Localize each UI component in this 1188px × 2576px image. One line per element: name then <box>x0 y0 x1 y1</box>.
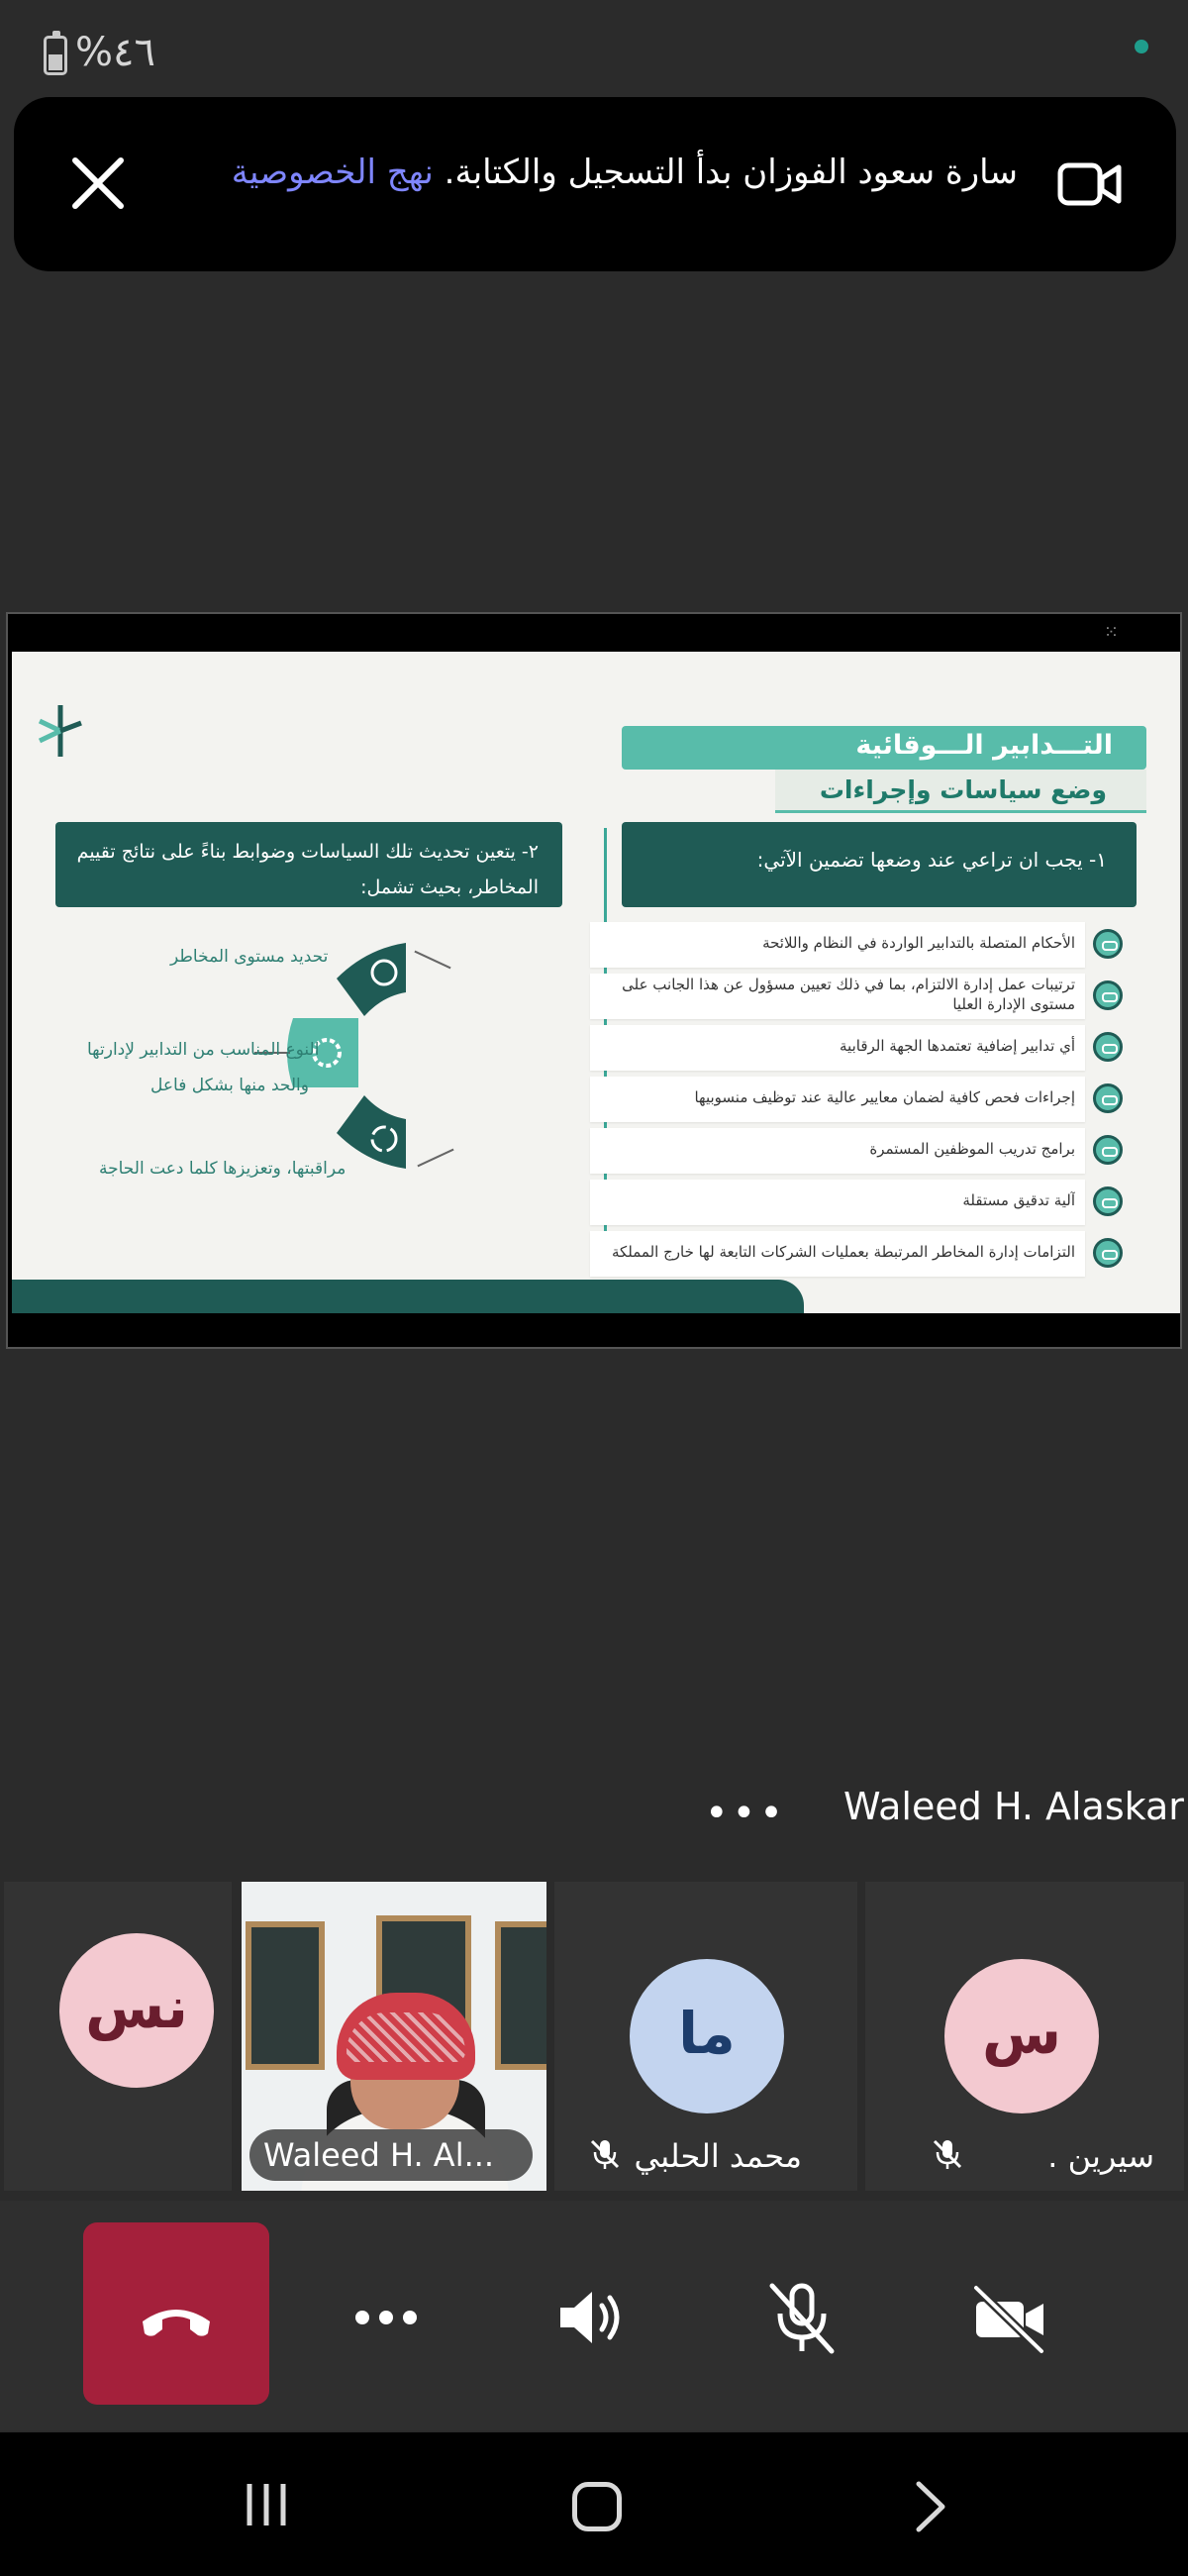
speaker-icon <box>552 2278 632 2357</box>
battery-percentage: %٤٦ <box>75 30 155 75</box>
recording-message-text: سارة سعود الفوزان بدأ التسجيل والكتابة. <box>433 153 1018 192</box>
avatar: س <box>944 1959 1099 2113</box>
list-item-text: آلية تدقيق مستقلة <box>962 1191 1075 1209</box>
home-icon[interactable] <box>572 2482 622 2531</box>
participant-tile[interactable] <box>554 1882 857 2191</box>
privacy-policy-link[interactable]: نهج الخصوصية <box>231 153 434 192</box>
logo-icon <box>36 701 85 761</box>
link-icon <box>1093 929 1123 959</box>
mic-off-icon <box>762 2278 842 2357</box>
speaker-button[interactable] <box>552 2278 632 2357</box>
participant-tile[interactable] <box>4 1882 232 2191</box>
avatar: ما <box>630 1959 784 2113</box>
list-item <box>582 1228 1137 1280</box>
drag-handle-icon[interactable]: ⁙ <box>1103 622 1119 643</box>
participant-video-tile[interactable] <box>242 1882 546 2191</box>
link-icon <box>1093 1135 1123 1165</box>
close-icon[interactable] <box>63 149 133 218</box>
battery-icon <box>44 36 67 75</box>
list-item <box>582 919 1137 971</box>
portrait-frame <box>495 1921 546 2070</box>
slide-subtitle-bar <box>775 770 1146 813</box>
list-item <box>582 1022 1137 1074</box>
slide-subtitle: وضع سياسات وإجراءات <box>819 775 1107 804</box>
list-item-text: برامج تدريب الموظفين المستمرة <box>869 1140 1075 1158</box>
status-bar <box>0 0 1188 99</box>
update-heading: ٢- يتعين تحديث تلك السياسات وضوابط بناءً على نتائج تقييم المخاطر، بحيث تشمل: <box>76 841 539 898</box>
list-item <box>582 1177 1137 1228</box>
annotation-measures-2: والحد منها بشكل فاعل <box>150 1076 309 1095</box>
more-options-button[interactable] <box>346 2278 426 2357</box>
list-item-text: ترتيبات عمل إدارة الالتزام، بما في ذلك تعيين مسؤول عن هذا الجانب على مستوى الإدارة العليا <box>622 976 1075 1013</box>
annotation-monitoring: مراقبتها، وتعزيزها كلما دعت الحاجة <box>99 1159 346 1179</box>
participant-tile[interactable] <box>865 1882 1184 2191</box>
camera-button[interactable] <box>970 2278 1049 2357</box>
requirements-heading: ١- يجب ان تراعي عند وضعها تضمين الآتي: <box>756 848 1107 872</box>
phone-hangup-icon <box>83 2222 269 2405</box>
participant-name: محمد الحلبي <box>634 2137 802 2175</box>
list-item <box>582 971 1137 1022</box>
back-chevron-icon[interactable] <box>911 2480 950 2533</box>
presentation-slide <box>12 652 1180 1313</box>
list-item-text: الأحكام المتصلة بالتدابير الواردة في النظام واللائحة <box>762 934 1075 952</box>
list-item-text: أي تدابير إضافية تعتمدها الجهة الرقابية <box>840 1037 1075 1055</box>
link-icon <box>1093 1083 1123 1113</box>
slide-title-bar <box>622 726 1146 770</box>
link-icon <box>1093 1032 1123 1062</box>
participant-name-label: Waleed H. Al... <box>249 2129 533 2181</box>
video-camera-icon <box>1057 160 1123 208</box>
presenter-name: Waleed H. Alaskar <box>843 1785 1184 1828</box>
link-icon <box>1093 1186 1123 1216</box>
portrait-frame <box>246 1921 325 2070</box>
video-off-icon <box>970 2278 1049 2357</box>
participant-name: سيرين . <box>1047 2137 1154 2175</box>
microphone-button[interactable] <box>762 2278 842 2357</box>
camera-indicator-dot <box>1135 40 1148 53</box>
more-icon <box>346 2278 426 2357</box>
list-item-text: التزامات إدارة المخاطر المرتبطة بعمليات الشركات التابعة لها خارج المملكة <box>611 1243 1075 1261</box>
avatar: نس <box>59 1933 214 2088</box>
annotation-risk-level: تحديد مستوى المخاطر <box>170 947 329 967</box>
list-item <box>582 1125 1137 1177</box>
list-item <box>582 1074 1137 1125</box>
annotation-measures-1: النوع المناسب من التدابير لإدارتها <box>87 1040 320 1060</box>
requirements-list <box>582 919 1137 1280</box>
slide-footer <box>12 1280 804 1313</box>
recording-banner <box>14 97 1176 271</box>
shared-screen[interactable] <box>6 612 1182 1349</box>
link-icon <box>1093 1238 1123 1268</box>
presenter-more-button[interactable]: ••• <box>705 1791 787 1836</box>
link-icon <box>1093 980 1123 1010</box>
requirements-box <box>622 822 1137 907</box>
recording-message <box>232 153 1018 192</box>
mic-muted-icon <box>931 2137 964 2171</box>
slide-title: التـــدابير الـــوقائية <box>855 730 1113 761</box>
mic-muted-icon <box>588 2137 622 2171</box>
hang-up-button[interactable] <box>83 2222 269 2405</box>
recent-apps-icon[interactable] <box>242 2482 291 2527</box>
update-box <box>55 822 562 907</box>
list-item-text: إجراءات فحص كافية لضمان معايير عالية عند توظيف منسوبيها <box>694 1088 1075 1106</box>
